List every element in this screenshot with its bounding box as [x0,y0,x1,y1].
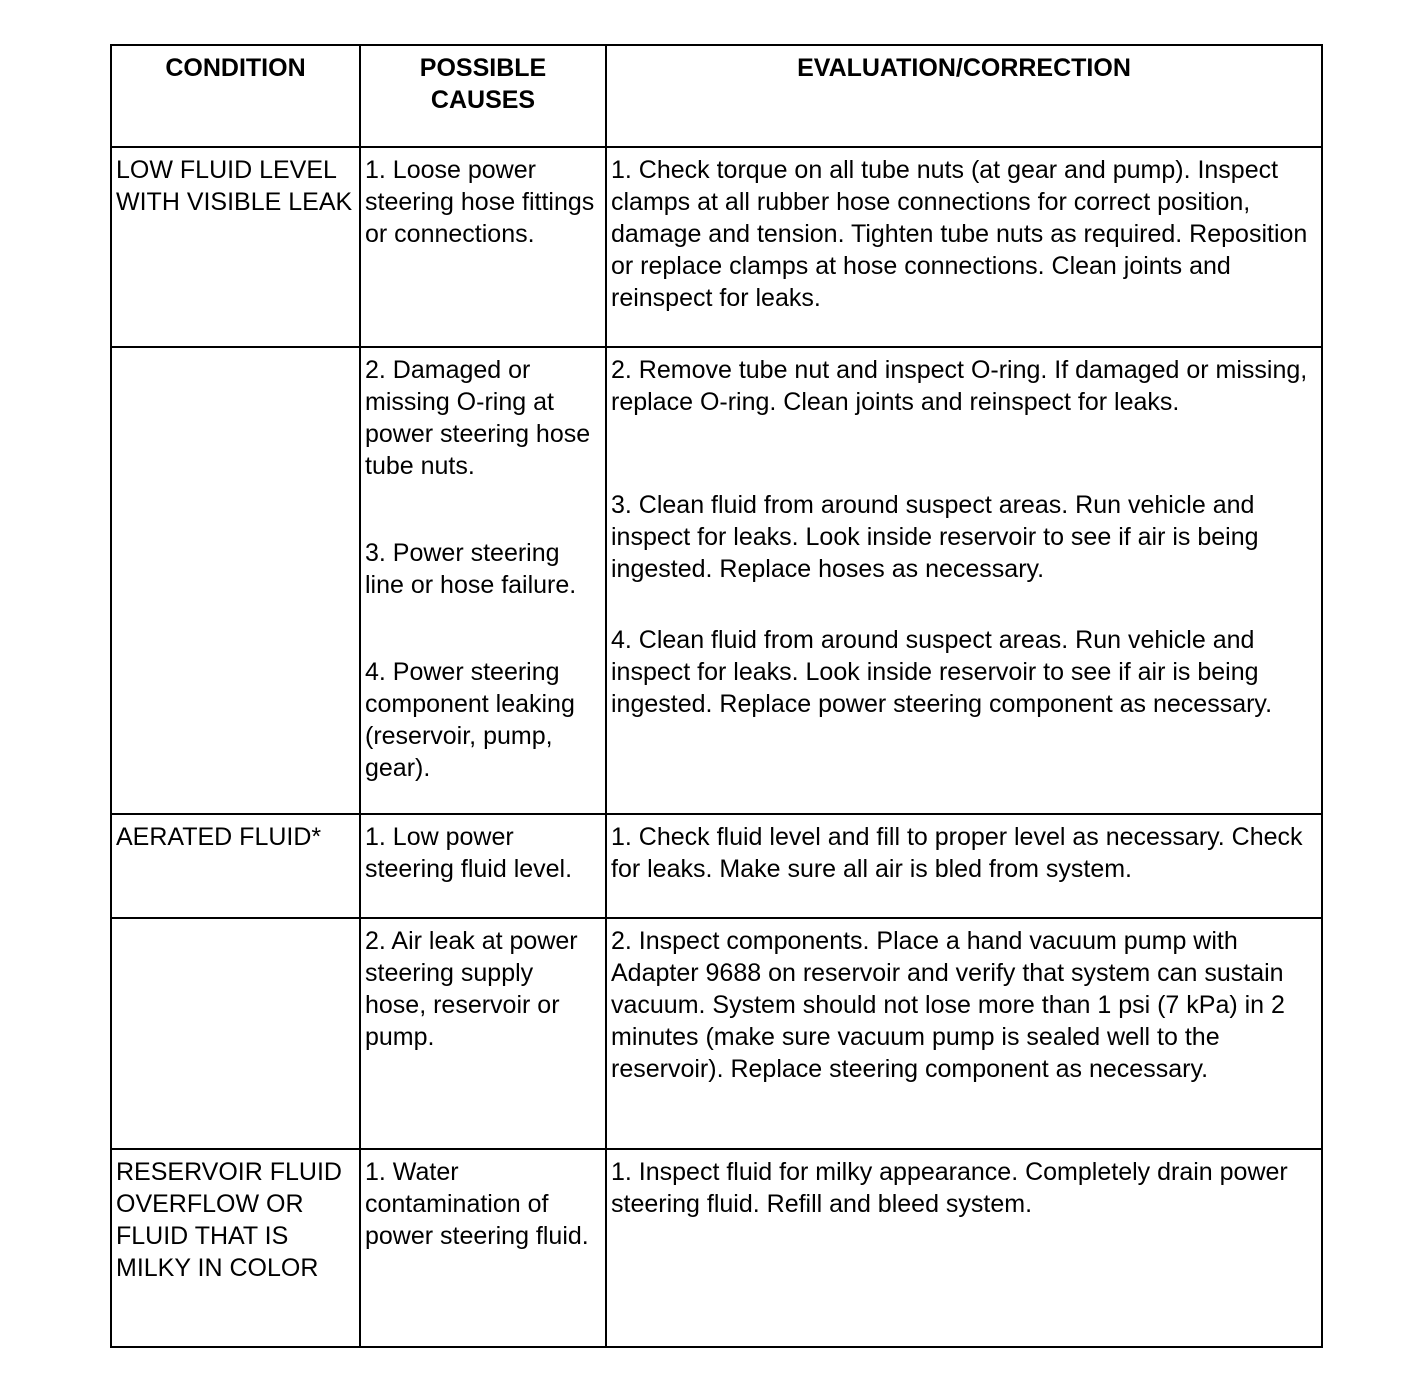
diagnosis-table [110,44,1323,1348]
spacer [611,585,1317,624]
evaluation-item: 2. Remove tube nut and inspect O-ring. If damaged or missing, replace O-ring. Clean joints and reinspect for leaks. [611,356,1308,416]
header-row [111,45,1322,147]
cause-cell [360,347,606,814]
table-row [111,347,1322,814]
evaluation-cell: 1. Check torque on all tube nuts (at gear and pump). Inspect clamps at all rubber hose connections for correct position, damage and tension. Tighten tube nuts as required. Reposition or replace clamps at hose connections. Clean joints and reinspect for leaks. [606,147,1322,347]
cause-item: 3. Power steering line or hose failure. [365,539,577,599]
evaluation-item: 3. Clean fluid from around suspect areas. Run vehicle and inspect for leaks. Look inside reservoir to see if air is being ingested. Replace hoses as necessary. [611,491,1259,583]
evaluation-cell [606,347,1322,814]
condition-cell: RESERVOIR FLUID OVERFLOW OR FLUID THAT IS MILKY IN COLOR [111,1149,360,1347]
spacer [365,482,601,537]
cause-cell: 1. Loose power steering hose fittings or connections. [360,147,606,347]
spacer [611,418,1317,489]
cause-cell: 1. Low power steering fluid level. [360,814,606,918]
table-row [111,1149,1322,1347]
header-condition: CONDITION [111,45,360,147]
condition-cell [111,918,360,1149]
cause-item: 2. Damaged or missing O-ring at power steering hose tube nuts. [365,356,591,480]
condition-cell [111,347,360,814]
header-evaluation: EVALUATION/CORRECTION [606,45,1322,147]
condition-cell: LOW FLUID LEVEL WITH VISIBLE LEAK [111,147,360,347]
cause-cell: 2. Air leak at power steering supply hose, reservoir or pump. [360,918,606,1149]
evaluation-cell: 2. Inspect components. Place a hand vacuum pump with Adapter 9688 on reservoir and verify that system can sustain vacuum. System should not lose more than 1 psi (7 kPa) in 2 minutes (make sure vacuum pump is sealed well to the reservoir). Replace steering component as necessary. [606,918,1322,1149]
table-row [111,918,1322,1149]
cause-item: 4. Power steering component leaking (reservoir, pump, gear). [365,658,575,782]
spacer [365,601,601,656]
evaluation-cell: 1. Check fluid level and fill to proper level as necessary. Check for leaks. Make sure all air is bled from system. [606,814,1322,918]
table-row [111,814,1322,918]
cause-cell: 1. Water contamination of power steering fluid. [360,1149,606,1347]
evaluation-cell: 1. Inspect fluid for milky appearance. Completely drain power steering fluid. Refill and bleed system. [606,1149,1322,1347]
condition-cell: AERATED FLUID* [111,814,360,918]
evaluation-item: 4. Clean fluid from around suspect areas. Run vehicle and inspect for leaks. Look inside reservoir to see if air is being ingested. Replace power steering component as necessary. [611,626,1273,718]
header-causes: POSSIBLE CAUSES [360,45,606,147]
table-row [111,147,1322,347]
